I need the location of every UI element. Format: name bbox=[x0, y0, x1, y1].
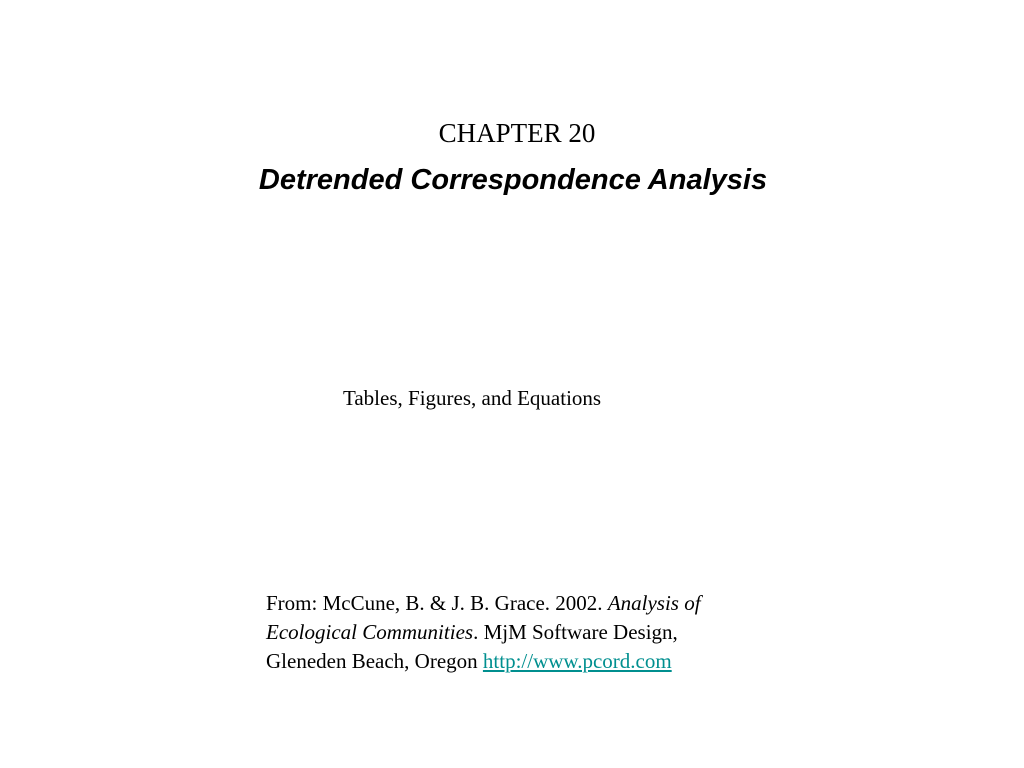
book-title-part-1: Analysis of bbox=[607, 591, 701, 615]
chapter-title: Detrended Correspondence Analysis bbox=[258, 164, 768, 196]
citation-publisher: . MjM Software Design, bbox=[473, 620, 678, 644]
citation bbox=[266, 589, 866, 676]
citation-line-1 bbox=[266, 589, 866, 618]
citation-location: Gleneden Beach, Oregon bbox=[266, 649, 483, 673]
book-title-part-2: Ecological Communities bbox=[266, 620, 474, 644]
citation-line-3 bbox=[266, 647, 866, 676]
citation-authors: From: McCune, B. & J. B. Grace. 2002. bbox=[266, 591, 608, 615]
chapter-label: CHAPTER 20 bbox=[438, 118, 596, 148]
subtitle: Tables, Figures, and Equations bbox=[343, 386, 602, 410]
pcord-link[interactable]: http://www.pcord.com bbox=[482, 649, 672, 673]
citation-line-2 bbox=[266, 618, 866, 647]
